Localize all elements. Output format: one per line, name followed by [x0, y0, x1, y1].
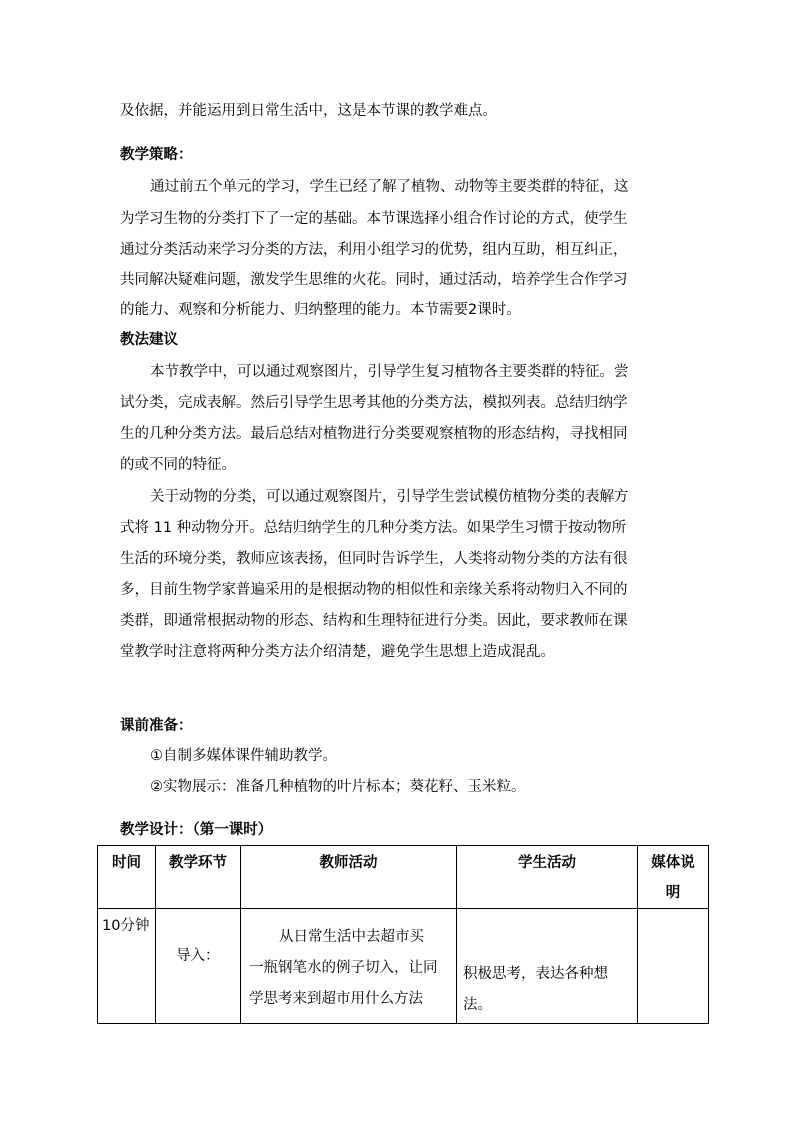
- method-para1-line: 试分类，完成表解。然后引导学生思考其他的分类方法，模拟列表。总结归纳学: [120, 395, 628, 411]
- strategy-line: 为学习生物的分类打下了一定的基础。本节课选择小组合作讨论的方式，使学生: [120, 211, 628, 227]
- method-para1-line: 的或不同的特征。: [120, 457, 236, 473]
- teacher-line: 从日常生活中去超市买: [279, 929, 424, 945]
- strategy-heading: 教学策略：: [120, 147, 193, 163]
- method-para1-line: 生的几种分类方法。最后总结对植物进行分类要观察植物的形态结构，寻找相同: [120, 426, 628, 442]
- design-heading: 教学设计：（第一课时）: [120, 822, 273, 838]
- col-student: 学生活动: [457, 846, 638, 909]
- method-para2-line: 式将 11 种动物分开。总结归纳学生的几种分类方法。如果学生习惯于按动物所: [120, 520, 627, 536]
- col-media-line1: 媒体说: [651, 855, 695, 871]
- prep-item: ②实物展示：准备几种植物的叶片标本；葵花籽、玉米粒。: [150, 779, 526, 795]
- cell-stage: [156, 909, 241, 1024]
- strategy-line: 通过前五个单元的学习，学生已经了解了植物、动物等主要类群的特征，这: [150, 179, 629, 195]
- cell-media: [638, 909, 709, 1024]
- cell-time-text: 10分钟: [102, 918, 150, 934]
- method-para2-line: 生活的环境分类，教师应该表扬，但同时告诉学生，人类将动物分类的方法有很: [120, 551, 628, 567]
- col-time: 时间: [98, 846, 156, 909]
- col-media-line2: 明: [665, 885, 681, 901]
- cell-student: [457, 909, 638, 1024]
- col-media: [638, 846, 709, 909]
- method-heading: 教法建议: [120, 332, 178, 348]
- table-header-row: [98, 846, 709, 909]
- difficulty-tail: 及依据，并能运用到日常生活中，这是本节课的教学难点。: [120, 103, 497, 119]
- student-line: 法。: [463, 997, 492, 1013]
- teacher-line: 一瓶钢笔水的例子切入，让同: [249, 960, 438, 976]
- method-para2-line: 关于动物的分类，可以通过观察图片，引导学生尝试模仿植物分类的表解方: [150, 489, 629, 505]
- col-stage: 教学环节: [156, 846, 241, 909]
- table-row: [98, 909, 709, 1024]
- method-para2-line: 多，目前生物学家普遍采用的是根据动物的相似性和亲缘关系将动物归入不同的: [120, 582, 628, 598]
- strategy-line: 共同解决疑难问题，激发学生思维的火花。同时，通过活动，培养学生合作学习: [120, 272, 628, 288]
- lesson-table: [97, 845, 709, 1024]
- prep-item: ①自制多媒体课件辅助教学。: [150, 748, 337, 764]
- method-para2-line: 类群，即通常根据动物的形态、结构和生理特征进行分类。因此，要求教师在课: [120, 613, 628, 629]
- teacher-line: 学思考来到超市用什么方法: [249, 991, 423, 1007]
- method-para1-line: 本节教学中，可以通过观察图片，引导学生复习植物各主要类群的特征。尝: [150, 364, 629, 380]
- method-para2-line: 堂教学时注意将两种分类方法介绍清楚，避免学生思想上造成混乱。: [120, 644, 555, 660]
- col-teacher: 教师活动: [241, 846, 457, 909]
- prep-heading: 课前准备：: [120, 718, 193, 734]
- cell-time: [98, 909, 156, 1024]
- student-line: 积极思考，表达各种想: [463, 966, 608, 982]
- cell-stage-text: 导入：: [176, 948, 220, 964]
- strategy-line: 的能力、观察和分析能力、归纳整理的能力。本节需要2课时。: [120, 302, 521, 318]
- cell-teacher: [241, 909, 457, 1024]
- strategy-line: 通过分类活动来学习分类的方法，利用小组学习的优势，组内互助，相互纠正，: [120, 242, 628, 258]
